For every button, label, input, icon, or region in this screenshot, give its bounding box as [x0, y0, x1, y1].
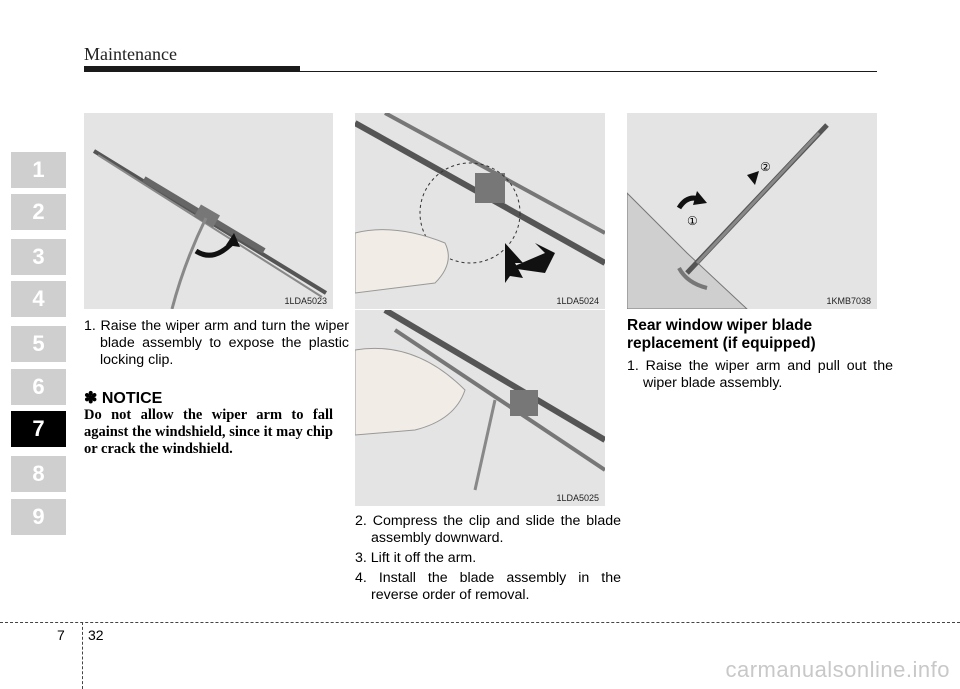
chapter-tab-4[interactable]: 4 [11, 281, 66, 317]
watermark: carmanualsonline.info [725, 657, 950, 682]
section-heading-rear-wiper: Rear window wiper blade replacement (if equipped) [627, 317, 816, 352]
notice-text: Do not allow the wiper arm to fall against the windshield, since it may chip or crack the windshield. [84, 407, 333, 457]
footer-chapter-number: 7 [57, 627, 65, 643]
callout-1: ① [687, 214, 698, 228]
figure-code: 1KMB7038 [826, 296, 871, 306]
notice-title: ✽ NOTICE [84, 390, 163, 407]
hand-illustration [355, 348, 465, 435]
lift-arrow-icon [693, 191, 707, 205]
figure-compress-clip [355, 113, 605, 309]
chapter-tab-9[interactable]: 9 [11, 499, 66, 535]
figure-code: 1LDA5024 [556, 296, 599, 306]
step-lift-off: 3. Lift it off the arm. [355, 550, 477, 566]
figure-code: 1LDA5025 [556, 493, 599, 503]
rear-wiper-illustration [627, 113, 877, 309]
blade-slide-illustration [355, 310, 605, 506]
figure-wiper-arm-raise [84, 113, 333, 309]
footer-page-number: 32 [88, 627, 104, 643]
step-compress-clip: 2. Compress the clip and slide the blade assembly downward. [355, 513, 621, 546]
chapter-tab-2[interactable]: 2 [11, 194, 66, 230]
page-header-title: Maintenance [84, 44, 177, 64]
clip-compress-illustration [355, 113, 605, 309]
push-arrow-icon [505, 243, 523, 283]
step-raise-turn: 1. Raise the wiper arm and turn the wiper blade assembly to expose the plastic locking clip. [84, 318, 349, 368]
hand-illustration [355, 230, 448, 293]
figure-code: 1LDA5023 [284, 296, 327, 306]
footer-rule [0, 622, 960, 623]
chapter-tab-8[interactable]: 8 [11, 456, 66, 492]
step-pull-out-blade: 1. Raise the wiper arm and pull out the wiper blade assembly. [627, 358, 893, 391]
header-rule [300, 71, 877, 72]
pull-arrow-icon [747, 171, 759, 185]
chapter-tab-7[interactable]: 7 [11, 411, 66, 447]
step-install-reverse: 4. Install the blade assembly in the reverse order of removal. [355, 570, 621, 603]
callout-2: ② [760, 160, 771, 174]
chapter-tab-1[interactable]: 1 [11, 152, 66, 188]
chapter-tab-6[interactable]: 6 [11, 369, 66, 405]
header-bar [84, 66, 300, 72]
figure-rear-wiper [627, 113, 877, 309]
chapter-tab-5[interactable]: 5 [11, 326, 66, 362]
footer-divider [82, 622, 83, 689]
wiper-arm-illustration [84, 113, 333, 309]
figure-slide-blade [355, 310, 605, 506]
chapter-tab-3[interactable]: 3 [11, 239, 66, 275]
